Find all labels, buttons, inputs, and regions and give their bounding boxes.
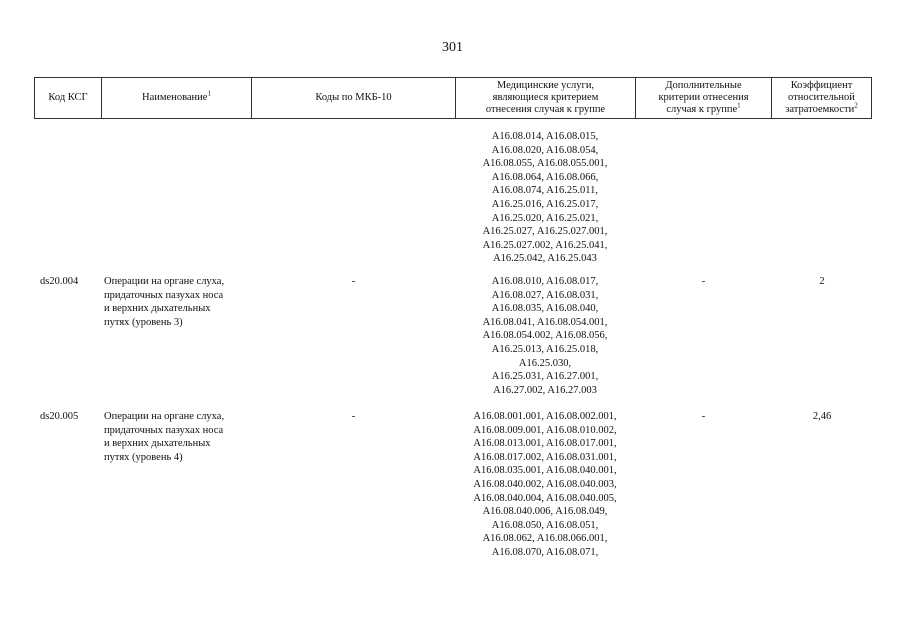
row-code: ds20.004 [40,276,79,287]
column-divider [871,77,872,119]
row-mkb: - [351,411,356,422]
header-name: Наименование$^1$ [142,89,211,103]
row-mkb: - [351,276,356,287]
header-code: Код КСГ [48,92,88,103]
row-code: ds20.005 [40,411,79,422]
row-name: Операции на органе слуха, придаточных пазухах носа и верхних дыхательных путях (уровень 4) [104,411,225,463]
row-services: A16.08.001.001, A16.08.002.001, A16.08.009.001, A16.08.010.002, A16.08.013.001, A16.08.017.001, A16.08.017.002, A16.08.031.001, A16.08.035.001, A16.08.040.001, A16.08.040.002, A16.08.040.003, A16.08.040.004, A16.08.040.005, A16.08.040.006, A16.08.049, A16.08.050, A16.08.051, A16.08.062, A16.08.066.001, A16.08.070, A16.08.071, [473,411,617,558]
row-coefficient: 2 [819,276,825,287]
header-mkb: Коды по МКБ-10 [315,92,392,103]
header-criteria: Дополнительные критерии отнесения случая к группе$^1$ [658,80,749,115]
header-coefficient: Коэффициент относительной затратоемкости$^2$ [785,80,858,115]
row-name: Операции на органе слуха, придаточных пазухах носа и верхних дыхательных путях (уровень 3) [104,276,225,328]
page-number: 301 [442,40,463,55]
row-criteria: - [701,411,706,422]
row-criteria: - [701,276,706,287]
row-services: A16.08.010, A16.08.017, A16.08.027, A16.08.031, A16.08.035, A16.08.040, A16.08.041, A16.08.054.001, A16.08.054.002, A16.08.056, A16.25.013, A16.25.018, A16.25.030, A16.25.031, A16.27.001, A16.27.002, A16.27.003 [482,276,608,396]
header-services: Медицинские услуги, являющиеся критерием отнесения случая к группе [485,80,606,115]
row-coefficient: 2,46 [812,411,832,422]
row-services: A16.08.014, A16.08.015, A16.08.020, A16.08.054, A16.08.055, A16.08.055.001, A16.08.064, A16.08.066, A16.08.074, A16.25.011, A16.25.016, A16.25.017, A16.25.020, A16.25.021, A16.25.027, A16.25.027.001, A16.25.027.002, A16.25.041, A16.25.042, A16.25.043 [482,131,608,265]
